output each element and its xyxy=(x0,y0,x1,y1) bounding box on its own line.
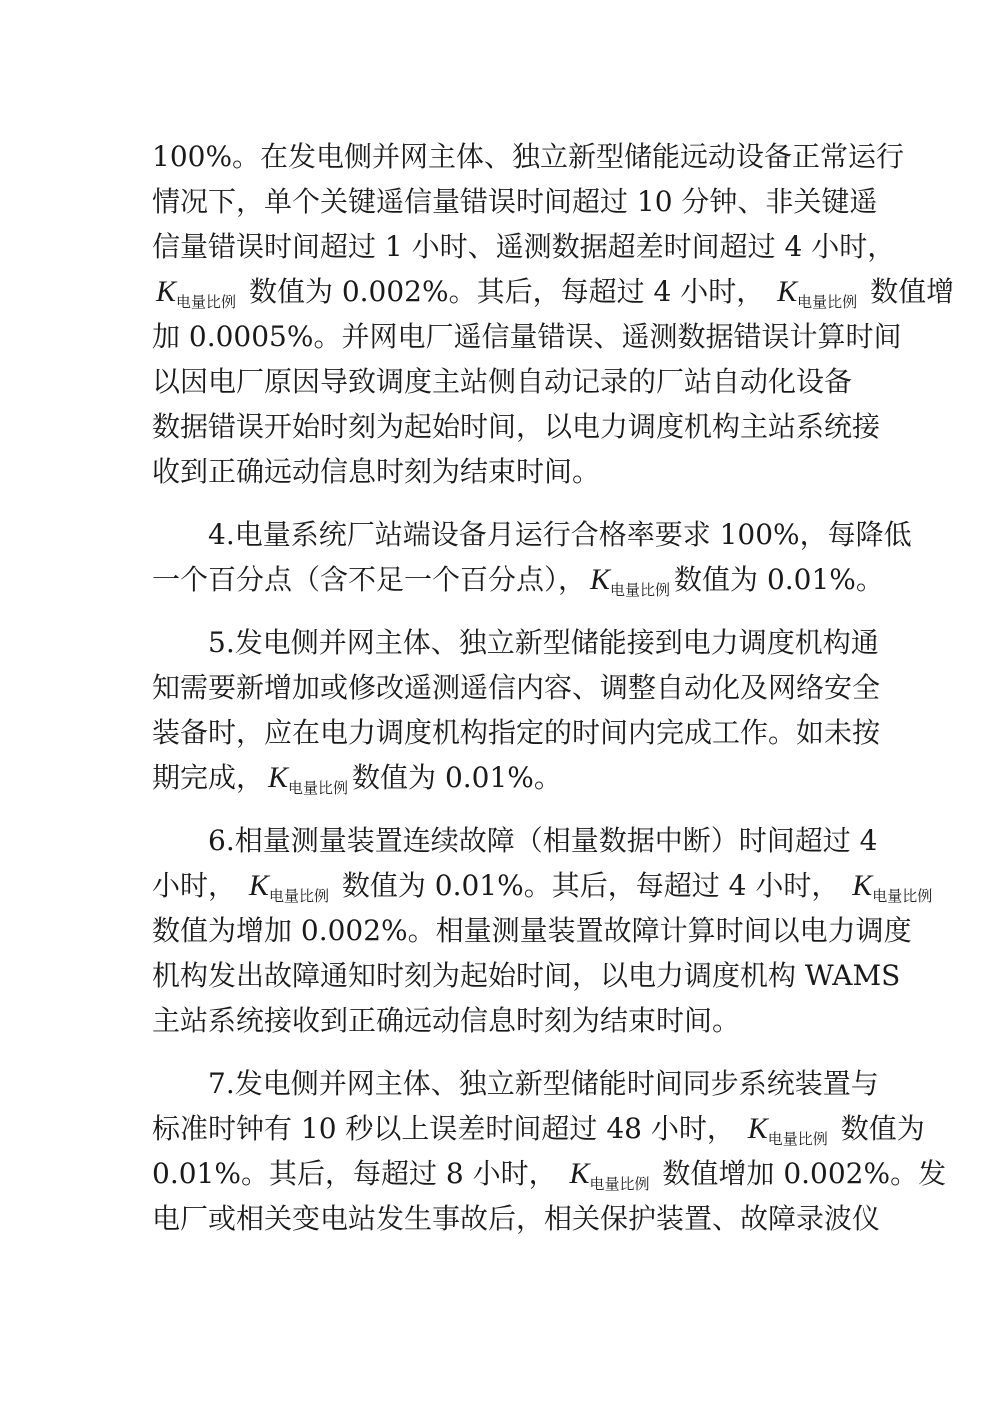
paragraph-4: 4.电量系统厂站端设备月运行合格率要求 100%，每降低 xyxy=(152,518,912,551)
k-symbol: $K_{电量比例}$ xyxy=(268,761,349,797)
paragraph-6: 6.相量测量装置连续故障（相量数据中断）时间超过 4 xyxy=(152,824,878,857)
text-line: 知需要新增加或修改遥测遥信内容、调整自动化及网络安全 xyxy=(152,671,881,704)
text-line: 加 0.0005%。并网电厂遥信量错误、遥测数据错误计算时间 xyxy=(152,320,902,353)
k-symbol: $K_{电量比例}$ xyxy=(852,869,933,905)
text-line: 数值为增加 0.002%。相量测量装置故障计算时间以电力调度 xyxy=(152,914,912,947)
k-symbol: $K_{电量比例}$ xyxy=(590,563,671,599)
k-symbol: $K_{电量比例}$ xyxy=(747,1112,828,1148)
paragraph-7: 7.发电侧并网主体、独立新型储能时间同步系统装置与 xyxy=(152,1067,879,1100)
text-line: 情况下，单个关键遥信量错误时间超过 10 分钟、非关键遥 xyxy=(152,185,878,218)
text-line: 期完成， $K_{电量比例}$ 数值为 0.01%。 xyxy=(152,758,852,798)
k-symbol: $K_{电量比例}$ xyxy=(248,869,329,905)
paragraph-5: 5.发电侧并网主体、独立新型储能接到电力调度机构通 xyxy=(152,626,879,659)
text-line: 小时， $K_{电量比例}$ 数值为 0.01%。其后，每超过 4 小时， $K_{电量比例}$ xyxy=(152,866,852,906)
text-line: 装备时，应在电力调度机构指定的时间内完成工作。如未按 xyxy=(152,716,881,749)
text-line: 100%。在发电侧并网主体、独立新型储能远动设备正常运行 xyxy=(152,140,905,173)
text-line: 电厂或相关变电站发生事故后，相关保护装置、故障录波仪 xyxy=(152,1202,881,1235)
text-line: 机构发出故障通知时刻为起始时间，以电力调度机构 WAMS xyxy=(152,959,901,992)
k-symbol: $K_{电量比例}$ xyxy=(569,1157,650,1193)
text-line: $K_{电量比例}$ 数值为 0.002%。其后，每超过 4 小时， $K_{电量比例}$ 数值增 xyxy=(152,272,852,312)
text-line: 主站系统接收到正确远动信息时刻为结束时间。 xyxy=(152,1004,741,1037)
text-line: 收到正确远动信息时刻为结束时间。 xyxy=(152,455,601,488)
k-symbol: $K_{电量比例}$ xyxy=(777,275,858,311)
text-line: 信量错误时间超过 1 小时、遥测数据超差时间超过 4 小时， xyxy=(152,230,896,263)
text-line: 标准时钟有 10 秒以上误差时间超过 48 小时， $K_{电量比例}$ 数值为 xyxy=(152,1109,852,1149)
k-symbol: $K_{电量比例}$ xyxy=(156,275,237,311)
text-line: 一个百分点（含不足一个百分点）， $K_{电量比例}$ 数值为 0.01%。 xyxy=(152,560,852,600)
text-line: 数据错误开始时刻为起始时间，以电力调度机构主站系统接 xyxy=(152,410,881,443)
text-line: 0.01%。其后，每超过 8 小时， $K_{电量比例}$ 数值增加 0.002%。发 xyxy=(152,1154,852,1194)
text-line: 以因电厂原因导致调度主站侧自动记录的厂站自动化设备 xyxy=(152,365,853,398)
